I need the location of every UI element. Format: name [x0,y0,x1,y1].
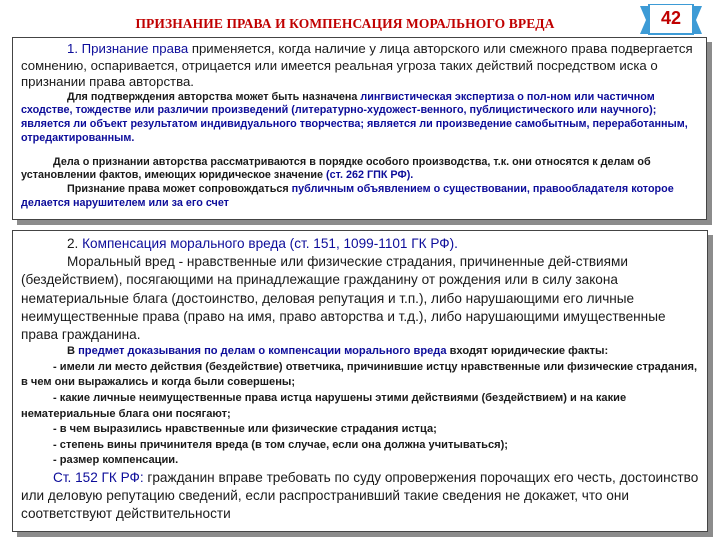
proof-subject-paragraph [21,344,699,360]
article-152-reference: Ст. 152 ГК РФ: [53,469,144,485]
fact-item: - степень вины причинителя вреда (в том случае, если она должна учитываться); [53,438,508,451]
moral-damage-heading-paragraph [21,235,699,253]
public-announcement-text: Признание права может сопровождаться [67,183,292,195]
recognition-heading: 1. Признание права [67,41,189,56]
fact-item: - имели ли место действия (бездействие) ответчика, причинившие истцу нравственные или физические страдания, в чем они выражались и когда были совершены; [21,360,698,389]
article-152-text: гражданин вправе требовать по суду опровержения порочащих его честь, достоинство или деловую репутацию сведений, если распространивший такие сведения не докажет, что они соответствуют действительности [21,469,699,522]
proof-subject-pre: В [67,345,79,358]
special-proceedings-paragraph [21,156,698,183]
section-number: 2. [67,236,83,251]
expertise-paragraph [21,91,698,146]
gpk-reference: (ст. 262 ГПК РФ). [326,169,414,182]
recognition-section [12,37,707,220]
page-number: 42 [660,8,682,28]
moral-damage-heading: Компенсация морального вреда (ст. 151, 1099-1101 ГК РФ). [82,236,458,251]
moral-damage-section [12,230,708,532]
public-announcement-paragraph [21,183,698,210]
article-152-paragraph [21,469,699,524]
fact-item: - какие личные неимущественные права истца нарушены этими действиями (бездействием) и на какие нематериальные блага они посягают; [21,392,627,420]
proof-subject-text: входят юридические факты: [446,345,609,358]
recognition-text: применяется, когда наличие у лица авторского или смежного права подвергается сомнению, оспаривается, отрицается или имеется реальная угроза таких действий посредством иска о признании права авторства. [21,41,693,90]
page-title: ПРИЗНАНИЕ ПРАВА И КОМПЕНСАЦИЯ МОРАЛЬНОГО ВРЕДА [135,16,555,31]
moral-damage-definition: Моральный вред - нравственные или физические страдания, причиненные дей-ствиями (бездействием), посягающими на принадлежащие гражданину от рождения или в силу закона нематериальные блага (достоинство, деловая репутация и т.п.), либо нарушающими его личные неимущественные права (право на имя, право авторства и т.д.), либо нарушающими имущественные права гражданина. [21,254,666,343]
page-number-badge [640,4,702,36]
expertise-text: Для подтверждения авторства может быть назначена [67,90,361,103]
expertise-highlight: лингвистическая экспертиза о пол-ном или частичном сходстве, тождестве или различии произведений (литературно-художест-венного, публицистического или научного); является ли объект результатом индивидуального творчества; является ли произведение самобытным, переработанным, отредактированным. [21,90,688,144]
public-announcement-highlight: публичным объявлением о существовании, правообладателя которое делается нарушителем или за его счет [21,183,674,209]
proof-subject-highlight: предмет доказывания по делам о компенсации морального вреда [78,345,447,358]
fact-item: - в чем выразились нравственные или физические страдания истца; [53,423,437,436]
recognition-paragraph [21,41,698,91]
fact-item: - размер компенсации. [53,454,179,467]
spacer [21,146,698,156]
special-proceedings-text: Дела о признании авторства рассматриваются в порядке особого производства, т.к. они относятся к делам об установлении фактов, имеющих юридическое значение [21,155,651,182]
